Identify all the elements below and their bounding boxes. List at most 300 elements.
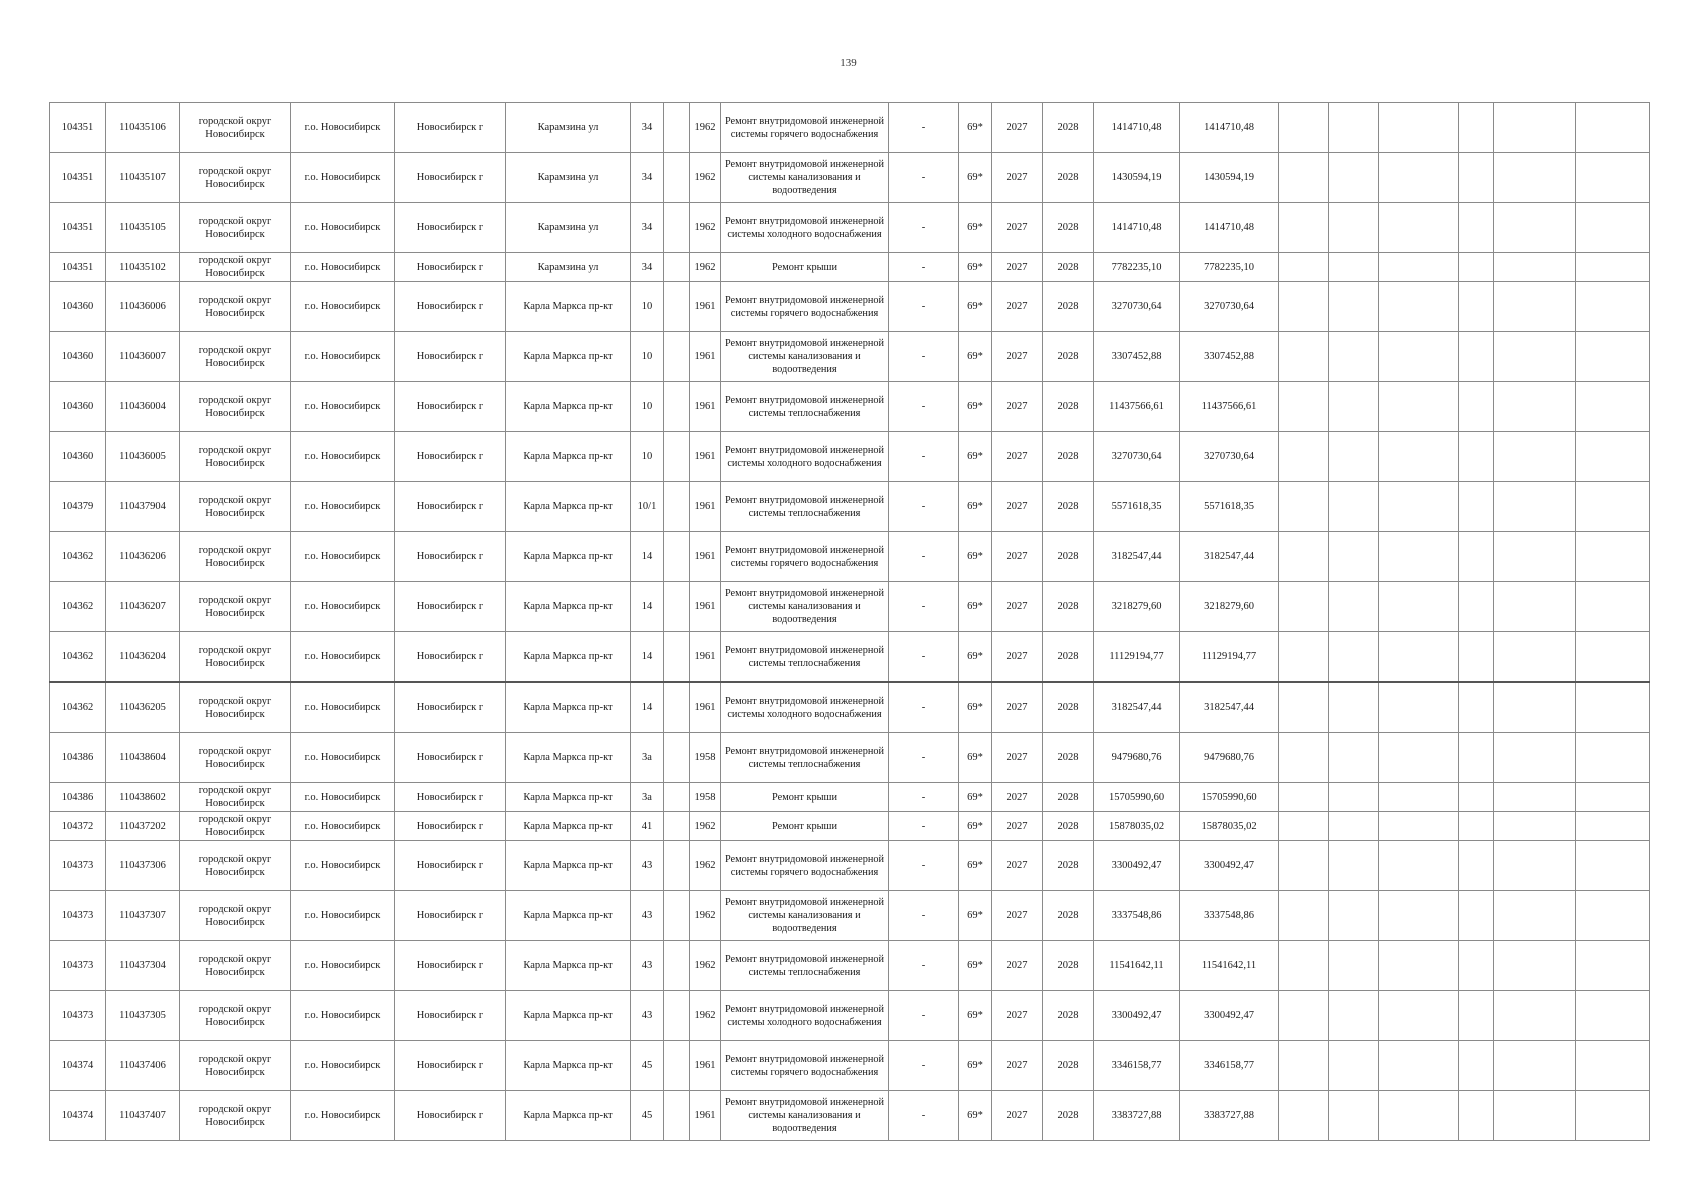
cell-municipality: г.о. Новосибирск bbox=[291, 382, 395, 432]
cell-code: 110436204 bbox=[106, 632, 180, 683]
cell-empty bbox=[1494, 153, 1576, 203]
cell-norm: 69* bbox=[959, 253, 992, 282]
cell-empty bbox=[1279, 1041, 1329, 1091]
cell-street: Карла Маркса пр-кт bbox=[506, 332, 631, 382]
cell-work-type: Ремонт внутридомовой инженерной системы канализования и водоотведения bbox=[721, 582, 889, 632]
cell-empty bbox=[1279, 812, 1329, 841]
cell-total: 5571618,35 bbox=[1180, 482, 1279, 532]
cell-empty bbox=[1576, 632, 1650, 683]
cell-municipality: г.о. Новосибирск bbox=[291, 733, 395, 783]
cell-settlement: Новосибирск г bbox=[395, 841, 506, 891]
cell-work-type: Ремонт внутридомовой инженерной системы теплоснабжения bbox=[721, 482, 889, 532]
table-row bbox=[50, 432, 1650, 482]
cell-empty bbox=[1576, 532, 1650, 582]
cell-cost: 3337548,86 bbox=[1094, 891, 1180, 941]
cell-id: 104374 bbox=[50, 1041, 106, 1091]
cell-code: 110437904 bbox=[106, 482, 180, 532]
cell-total: 3270730,64 bbox=[1180, 432, 1279, 482]
cell-district: городской округ Новосибирск bbox=[180, 153, 291, 203]
cell-total: 1430594,19 bbox=[1180, 153, 1279, 203]
cell-empty bbox=[1576, 1041, 1650, 1091]
cell-empty bbox=[1379, 632, 1459, 683]
cell-dash: - bbox=[889, 941, 959, 991]
cell-year-to: 2028 bbox=[1043, 682, 1094, 733]
cell-code: 110437306 bbox=[106, 841, 180, 891]
cell-municipality: г.о. Новосибирск bbox=[291, 253, 395, 282]
cell-total: 3182547,44 bbox=[1180, 532, 1279, 582]
cell-municipality: г.о. Новосибирск bbox=[291, 282, 395, 332]
cell-house: 14 bbox=[631, 632, 664, 683]
cell-code: 110436007 bbox=[106, 332, 180, 382]
cell-house: 34 bbox=[631, 103, 664, 153]
cell-norm: 69* bbox=[959, 153, 992, 203]
cell-id: 104373 bbox=[50, 941, 106, 991]
cell-empty bbox=[1279, 253, 1329, 282]
cell-empty bbox=[1576, 432, 1650, 482]
cell-house: 43 bbox=[631, 941, 664, 991]
cell-build-year: 1962 bbox=[690, 891, 721, 941]
cell-district: городской округ Новосибирск bbox=[180, 432, 291, 482]
cell-empty bbox=[1494, 282, 1576, 332]
cell-norm: 69* bbox=[959, 1041, 992, 1091]
cell-build-year: 1962 bbox=[690, 941, 721, 991]
cell-build-year: 1961 bbox=[690, 1041, 721, 1091]
cell-empty bbox=[1576, 812, 1650, 841]
cell-total: 9479680,76 bbox=[1180, 733, 1279, 783]
cell-dash: - bbox=[889, 282, 959, 332]
cell-empty bbox=[1329, 103, 1379, 153]
cell-id: 104362 bbox=[50, 532, 106, 582]
cell-year-from: 2027 bbox=[992, 582, 1043, 632]
cell-house: 10/1 bbox=[631, 482, 664, 532]
cell-id: 104362 bbox=[50, 682, 106, 733]
cell-settlement: Новосибирск г bbox=[395, 532, 506, 582]
cell-dash: - bbox=[889, 253, 959, 282]
cell-empty bbox=[1494, 841, 1576, 891]
cell-empty bbox=[1379, 891, 1459, 941]
cell-cost: 3182547,44 bbox=[1094, 532, 1180, 582]
cell-district: городской округ Новосибирск bbox=[180, 941, 291, 991]
cell-empty bbox=[664, 253, 690, 282]
cell-work-type: Ремонт внутридомовой инженерной системы теплоснабжения bbox=[721, 632, 889, 683]
cell-house: 10 bbox=[631, 432, 664, 482]
cell-dash: - bbox=[889, 203, 959, 253]
cell-cost: 9479680,76 bbox=[1094, 733, 1180, 783]
cell-build-year: 1958 bbox=[690, 783, 721, 812]
cell-empty bbox=[1494, 783, 1576, 812]
cell-total: 3346158,77 bbox=[1180, 1041, 1279, 1091]
cell-year-to: 2028 bbox=[1043, 253, 1094, 282]
cell-empty bbox=[1494, 532, 1576, 582]
cell-cost: 5571618,35 bbox=[1094, 482, 1180, 532]
cell-empty bbox=[1329, 812, 1379, 841]
cell-year-from: 2027 bbox=[992, 532, 1043, 582]
cell-empty bbox=[1576, 991, 1650, 1041]
cell-year-to: 2028 bbox=[1043, 941, 1094, 991]
cell-code: 110438604 bbox=[106, 733, 180, 783]
cell-street: Карла Маркса пр-кт bbox=[506, 632, 631, 683]
cell-house: 14 bbox=[631, 532, 664, 582]
cell-empty bbox=[1459, 991, 1494, 1041]
cell-build-year: 1961 bbox=[690, 332, 721, 382]
cell-dash: - bbox=[889, 841, 959, 891]
cell-empty bbox=[1329, 841, 1379, 891]
cell-code: 110436205 bbox=[106, 682, 180, 733]
cell-total: 3337548,86 bbox=[1180, 891, 1279, 941]
cell-build-year: 1962 bbox=[690, 103, 721, 153]
cell-year-from: 2027 bbox=[992, 103, 1043, 153]
cell-cost: 11541642,11 bbox=[1094, 941, 1180, 991]
cell-build-year: 1961 bbox=[690, 582, 721, 632]
cell-work-type: Ремонт внутридомовой инженерной системы холодного водоснабжения bbox=[721, 203, 889, 253]
cell-empty bbox=[1379, 332, 1459, 382]
cell-year-from: 2027 bbox=[992, 432, 1043, 482]
table-row bbox=[50, 682, 1650, 733]
cell-municipality: г.о. Новосибирск bbox=[291, 783, 395, 812]
cell-year-to: 2028 bbox=[1043, 282, 1094, 332]
cell-empty bbox=[1576, 482, 1650, 532]
cell-street: Карла Маркса пр-кт bbox=[506, 432, 631, 482]
cell-empty bbox=[1494, 432, 1576, 482]
cell-empty bbox=[1494, 103, 1576, 153]
cell-total: 7782235,10 bbox=[1180, 253, 1279, 282]
cell-settlement: Новосибирск г bbox=[395, 632, 506, 683]
cell-dash: - bbox=[889, 482, 959, 532]
cell-empty bbox=[1494, 482, 1576, 532]
cell-code: 110436006 bbox=[106, 282, 180, 332]
cell-code: 110435107 bbox=[106, 153, 180, 203]
cell-municipality: г.о. Новосибирск bbox=[291, 991, 395, 1041]
cell-norm: 69* bbox=[959, 103, 992, 153]
cell-work-type: Ремонт внутридомовой инженерной системы канализования и водоотведения bbox=[721, 332, 889, 382]
cell-house: 3а bbox=[631, 783, 664, 812]
cell-empty bbox=[1494, 203, 1576, 253]
cell-empty bbox=[1329, 941, 1379, 991]
cell-district: городской округ Новосибирск bbox=[180, 891, 291, 941]
cell-year-to: 2028 bbox=[1043, 532, 1094, 582]
cell-street: Карла Маркса пр-кт bbox=[506, 1041, 631, 1091]
cell-empty bbox=[1459, 432, 1494, 482]
table-row bbox=[50, 733, 1650, 783]
cell-house: 43 bbox=[631, 841, 664, 891]
cell-empty bbox=[664, 382, 690, 432]
cell-municipality: г.о. Новосибирск bbox=[291, 941, 395, 991]
cell-district: городской округ Новосибирск bbox=[180, 783, 291, 812]
table-row bbox=[50, 282, 1650, 332]
cell-year-from: 2027 bbox=[992, 382, 1043, 432]
cell-norm: 69* bbox=[959, 991, 992, 1041]
cell-settlement: Новосибирск г bbox=[395, 991, 506, 1041]
cell-year-from: 2027 bbox=[992, 812, 1043, 841]
cell-empty bbox=[664, 1091, 690, 1141]
cell-empty bbox=[1459, 891, 1494, 941]
cell-settlement: Новосибирск г bbox=[395, 382, 506, 432]
cell-settlement: Новосибирск г bbox=[395, 582, 506, 632]
cell-year-from: 2027 bbox=[992, 941, 1043, 991]
cell-empty bbox=[1279, 841, 1329, 891]
cell-id: 104379 bbox=[50, 482, 106, 532]
cell-norm: 69* bbox=[959, 282, 992, 332]
table-row bbox=[50, 891, 1650, 941]
cell-cost: 1430594,19 bbox=[1094, 153, 1180, 203]
cell-cost: 3218279,60 bbox=[1094, 582, 1180, 632]
cell-norm: 69* bbox=[959, 582, 992, 632]
cell-year-from: 2027 bbox=[992, 203, 1043, 253]
cell-empty bbox=[1576, 253, 1650, 282]
cell-total: 3270730,64 bbox=[1180, 282, 1279, 332]
cell-settlement: Новосибирск г bbox=[395, 253, 506, 282]
cell-empty bbox=[664, 632, 690, 683]
cell-empty bbox=[664, 1041, 690, 1091]
cell-id: 104373 bbox=[50, 991, 106, 1041]
cell-settlement: Новосибирск г bbox=[395, 482, 506, 532]
cell-cost: 3300492,47 bbox=[1094, 991, 1180, 1041]
cell-empty bbox=[1459, 733, 1494, 783]
cell-empty bbox=[1279, 532, 1329, 582]
cell-settlement: Новосибирск г bbox=[395, 1091, 506, 1141]
cell-empty bbox=[1576, 891, 1650, 941]
cell-house: 43 bbox=[631, 991, 664, 1041]
cell-street: Карла Маркса пр-кт bbox=[506, 841, 631, 891]
cell-work-type: Ремонт крыши bbox=[721, 783, 889, 812]
cell-house: 10 bbox=[631, 282, 664, 332]
cell-settlement: Новосибирск г bbox=[395, 733, 506, 783]
cell-empty bbox=[1459, 482, 1494, 532]
cell-total: 3300492,47 bbox=[1180, 991, 1279, 1041]
cell-empty bbox=[1459, 332, 1494, 382]
cell-street: Карла Маркса пр-кт bbox=[506, 783, 631, 812]
cell-norm: 69* bbox=[959, 432, 992, 482]
cell-empty bbox=[1279, 891, 1329, 941]
cell-municipality: г.о. Новосибирск bbox=[291, 632, 395, 683]
cell-empty bbox=[1379, 941, 1459, 991]
cell-empty bbox=[1379, 103, 1459, 153]
table-row bbox=[50, 532, 1650, 582]
cell-norm: 69* bbox=[959, 733, 992, 783]
cell-settlement: Новосибирск г bbox=[395, 282, 506, 332]
cell-street: Карамзина ул bbox=[506, 153, 631, 203]
cell-street: Карамзина ул bbox=[506, 103, 631, 153]
cell-municipality: г.о. Новосибирск bbox=[291, 1091, 395, 1141]
cell-empty bbox=[1329, 253, 1379, 282]
cell-year-from: 2027 bbox=[992, 332, 1043, 382]
cell-code: 110436206 bbox=[106, 532, 180, 582]
cell-empty bbox=[664, 203, 690, 253]
table-body bbox=[50, 103, 1650, 1141]
cell-empty bbox=[664, 332, 690, 382]
cell-empty bbox=[1279, 432, 1329, 482]
table-row bbox=[50, 332, 1650, 382]
cell-municipality: г.о. Новосибирск bbox=[291, 812, 395, 841]
cell-year-from: 2027 bbox=[992, 682, 1043, 733]
cell-empty bbox=[1279, 482, 1329, 532]
cell-municipality: г.о. Новосибирск bbox=[291, 203, 395, 253]
cell-empty bbox=[1379, 582, 1459, 632]
cell-id: 104360 bbox=[50, 282, 106, 332]
cell-street: Карла Маркса пр-кт bbox=[506, 282, 631, 332]
cell-dash: - bbox=[889, 432, 959, 482]
cell-district: городской округ Новосибирск bbox=[180, 991, 291, 1041]
cell-id: 104360 bbox=[50, 382, 106, 432]
cell-dash: - bbox=[889, 1091, 959, 1141]
cell-house: 45 bbox=[631, 1041, 664, 1091]
cell-code: 110437305 bbox=[106, 991, 180, 1041]
cell-id: 104372 bbox=[50, 812, 106, 841]
cell-empty bbox=[1459, 282, 1494, 332]
cell-street: Карла Маркса пр-кт bbox=[506, 382, 631, 432]
cell-build-year: 1962 bbox=[690, 153, 721, 203]
cell-house: 45 bbox=[631, 1091, 664, 1141]
cell-empty bbox=[1379, 282, 1459, 332]
cell-house: 34 bbox=[631, 253, 664, 282]
cell-total: 3300492,47 bbox=[1180, 841, 1279, 891]
table-row bbox=[50, 153, 1650, 203]
cell-year-to: 2028 bbox=[1043, 153, 1094, 203]
cell-year-to: 2028 bbox=[1043, 1041, 1094, 1091]
cell-empty bbox=[1379, 682, 1459, 733]
cell-district: городской округ Новосибирск bbox=[180, 841, 291, 891]
cell-cost: 11437566,61 bbox=[1094, 382, 1180, 432]
cell-settlement: Новосибирск г bbox=[395, 891, 506, 941]
cell-code: 110436004 bbox=[106, 382, 180, 432]
cell-empty bbox=[1279, 282, 1329, 332]
table-row bbox=[50, 203, 1650, 253]
cell-district: городской округ Новосибирск bbox=[180, 532, 291, 582]
cell-id: 104386 bbox=[50, 733, 106, 783]
cell-cost: 3300492,47 bbox=[1094, 841, 1180, 891]
cell-year-to: 2028 bbox=[1043, 203, 1094, 253]
cell-settlement: Новосибирск г bbox=[395, 1041, 506, 1091]
cell-year-from: 2027 bbox=[992, 253, 1043, 282]
cell-work-type: Ремонт внутридомовой инженерной системы горячего водоснабжения bbox=[721, 841, 889, 891]
cell-empty bbox=[1576, 332, 1650, 382]
cell-municipality: г.о. Новосибирск bbox=[291, 432, 395, 482]
cell-empty bbox=[1379, 153, 1459, 203]
cell-empty bbox=[1494, 632, 1576, 683]
cell-cost: 3307452,88 bbox=[1094, 332, 1180, 382]
cell-empty bbox=[664, 582, 690, 632]
cell-empty bbox=[1379, 532, 1459, 582]
cell-municipality: г.о. Новосибирск bbox=[291, 1041, 395, 1091]
cell-empty bbox=[1329, 632, 1379, 683]
cell-work-type: Ремонт внутридомовой инженерной системы горячего водоснабжения bbox=[721, 103, 889, 153]
cell-year-from: 2027 bbox=[992, 153, 1043, 203]
cell-empty bbox=[664, 153, 690, 203]
cell-empty bbox=[1329, 432, 1379, 482]
cell-total: 3383727,88 bbox=[1180, 1091, 1279, 1141]
cell-total: 15705990,60 bbox=[1180, 783, 1279, 812]
cell-empty bbox=[1459, 253, 1494, 282]
cell-house: 43 bbox=[631, 891, 664, 941]
table-row bbox=[50, 1091, 1650, 1141]
cell-empty bbox=[664, 991, 690, 1041]
cell-total: 15878035,02 bbox=[1180, 812, 1279, 841]
cell-empty bbox=[1459, 582, 1494, 632]
cell-empty bbox=[1379, 203, 1459, 253]
cell-dash: - bbox=[889, 891, 959, 941]
cell-empty bbox=[1459, 203, 1494, 253]
cell-work-type: Ремонт внутридомовой инженерной системы холодного водоснабжения bbox=[721, 682, 889, 733]
cell-code: 110435106 bbox=[106, 103, 180, 153]
cell-work-type: Ремонт внутридомовой инженерной системы горячего водоснабжения bbox=[721, 282, 889, 332]
cell-empty bbox=[1279, 382, 1329, 432]
cell-year-from: 2027 bbox=[992, 282, 1043, 332]
cell-district: городской округ Новосибирск bbox=[180, 812, 291, 841]
cell-empty bbox=[1576, 203, 1650, 253]
cell-id: 104374 bbox=[50, 1091, 106, 1141]
cell-cost: 3270730,64 bbox=[1094, 282, 1180, 332]
cell-empty bbox=[1494, 812, 1576, 841]
cell-code: 110438602 bbox=[106, 783, 180, 812]
cell-build-year: 1962 bbox=[690, 841, 721, 891]
cell-street: Карамзина ул bbox=[506, 253, 631, 282]
cell-year-to: 2028 bbox=[1043, 812, 1094, 841]
cell-work-type: Ремонт внутридомовой инженерной системы холодного водоснабжения bbox=[721, 991, 889, 1041]
cell-empty bbox=[1576, 941, 1650, 991]
cell-work-type: Ремонт крыши bbox=[721, 253, 889, 282]
cell-id: 104373 bbox=[50, 891, 106, 941]
cell-empty bbox=[1279, 582, 1329, 632]
cell-empty bbox=[1494, 941, 1576, 991]
cell-district: городской округ Новосибирск bbox=[180, 733, 291, 783]
cell-norm: 69* bbox=[959, 682, 992, 733]
cell-norm: 69* bbox=[959, 632, 992, 683]
cell-house: 10 bbox=[631, 332, 664, 382]
cell-empty bbox=[1329, 991, 1379, 1041]
cell-municipality: г.о. Новосибирск bbox=[291, 891, 395, 941]
cell-empty bbox=[1459, 682, 1494, 733]
table-row bbox=[50, 841, 1650, 891]
cell-district: городской округ Новосибирск bbox=[180, 103, 291, 153]
cell-empty bbox=[1329, 482, 1379, 532]
cell-empty bbox=[1459, 812, 1494, 841]
cell-dash: - bbox=[889, 103, 959, 153]
cell-district: городской округ Новосибирск bbox=[180, 482, 291, 532]
cell-house: 3а bbox=[631, 733, 664, 783]
cell-id: 104351 bbox=[50, 153, 106, 203]
cell-year-from: 2027 bbox=[992, 482, 1043, 532]
cell-work-type: Ремонт внутридомовой инженерной системы канализования и водоотведения bbox=[721, 1091, 889, 1141]
cell-id: 104373 bbox=[50, 841, 106, 891]
cell-work-type: Ремонт внутридомовой инженерной системы холодного водоснабжения bbox=[721, 432, 889, 482]
cell-empty bbox=[1576, 282, 1650, 332]
cell-year-to: 2028 bbox=[1043, 382, 1094, 432]
cell-empty bbox=[1379, 733, 1459, 783]
cell-empty bbox=[1379, 253, 1459, 282]
cell-work-type: Ремонт внутридомовой инженерной системы канализования и водоотведения bbox=[721, 153, 889, 203]
cell-empty bbox=[1494, 733, 1576, 783]
cell-municipality: г.о. Новосибирск bbox=[291, 482, 395, 532]
cell-cost: 15878035,02 bbox=[1094, 812, 1180, 841]
cell-dash: - bbox=[889, 1041, 959, 1091]
cell-empty bbox=[1379, 382, 1459, 432]
cell-work-type: Ремонт внутридомовой инженерной системы канализования и водоотведения bbox=[721, 891, 889, 941]
cell-district: городской округ Новосибирск bbox=[180, 1091, 291, 1141]
cell-house: 10 bbox=[631, 382, 664, 432]
cell-year-to: 2028 bbox=[1043, 482, 1094, 532]
cell-build-year: 1961 bbox=[690, 682, 721, 733]
cell-dash: - bbox=[889, 582, 959, 632]
cell-work-type: Ремонт внутридомовой инженерной системы горячего водоснабжения bbox=[721, 532, 889, 582]
cell-id: 104360 bbox=[50, 432, 106, 482]
cell-house: 14 bbox=[631, 682, 664, 733]
cell-street: Карла Маркса пр-кт bbox=[506, 991, 631, 1041]
cell-municipality: г.о. Новосибирск bbox=[291, 153, 395, 203]
cell-norm: 69* bbox=[959, 891, 992, 941]
cell-municipality: г.о. Новосибирск bbox=[291, 682, 395, 733]
cell-id: 104351 bbox=[50, 103, 106, 153]
cell-code: 110437307 bbox=[106, 891, 180, 941]
